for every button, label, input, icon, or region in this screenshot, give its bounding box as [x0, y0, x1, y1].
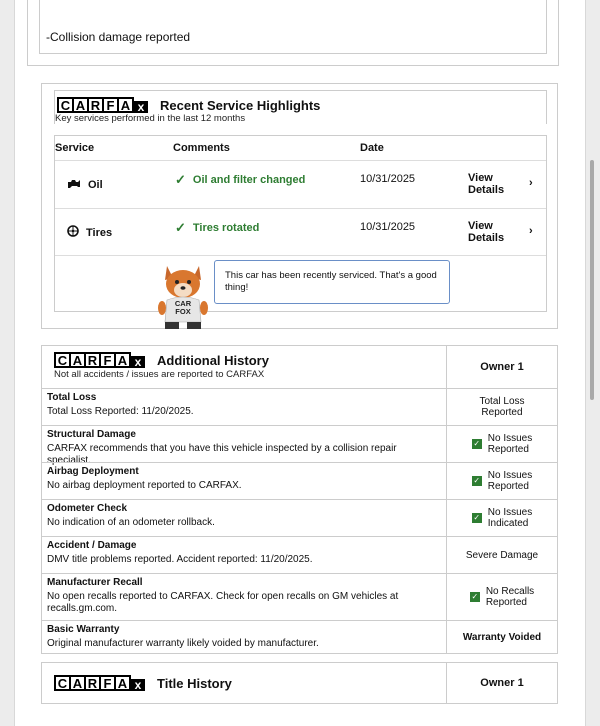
- chevron-right-icon[interactable]: ›: [529, 225, 533, 237]
- service-comment: Tires rotated: [192, 222, 260, 234]
- previous-section-inner: [39, 0, 547, 54]
- carfax-logo: C A R F A x: [54, 352, 145, 368]
- chevron-right-icon[interactable]: ›: [529, 177, 533, 189]
- carfox-mascot: [155, 260, 211, 330]
- history-row-odometer: Odometer Check No indication of an odometer rollback. ✓ No Issues Indicated: [42, 499, 557, 536]
- status-cell: Warranty Voided: [462, 632, 542, 643]
- additional-history-card: [41, 345, 558, 654]
- status-cell: ✓ No Recalls Reported: [471, 586, 535, 608]
- history-row-structural-damage: Structural Damage CARFAX recommends that you have this vehicle inspected by a collision repair specialist. ✓ No Issues Reported: [42, 425, 557, 462]
- header-comments: Comments: [173, 142, 230, 154]
- collision-damage-item: -Collision damage reported: [46, 30, 191, 44]
- header-service: Service: [55, 142, 95, 154]
- title-history-card: [41, 662, 558, 704]
- carfax-logo: C A R F A x: [57, 97, 148, 113]
- tire-icon: [67, 225, 79, 240]
- status-cell: ✓ No Issues Reported: [473, 470, 533, 492]
- status-cell: ✓ No Issues Indicated: [473, 507, 533, 529]
- owner-column-header: Owner 1: [480, 676, 524, 689]
- service-row-oil[interactable]: [55, 160, 546, 208]
- history-row-accident: Accident / Damage DMV title problems reported. Accident reported: 11/20/2025. Severe Damage: [42, 536, 557, 573]
- service-comment: Oil and filter changed: [192, 174, 306, 186]
- status-cell: ✓ No Issues Reported: [473, 433, 533, 455]
- fox-shirt-text: CAR: [174, 299, 192, 308]
- speech-bubble: This car has been recently serviced. That's a good thing!: [214, 260, 450, 304]
- owner-column-header: Owner 1: [480, 360, 524, 373]
- green-check-icon: ✓: [473, 476, 481, 485]
- previous-section: [27, 0, 559, 66]
- service-subtitle: Key services performed in the last 12 months: [55, 113, 246, 124]
- fox-shirt-text: FOX: [175, 307, 191, 316]
- green-check-icon: ✓: [473, 439, 481, 448]
- scrollbar[interactable]: [590, 160, 594, 400]
- service-name: Oil: [88, 179, 103, 191]
- title-history-title: Title History: [157, 675, 232, 691]
- check-icon: ✓: [175, 220, 186, 235]
- view-details-link[interactable]: View Details: [468, 172, 505, 196]
- history-subtitle: Not all accidents / issues are reported to CARFAX: [54, 369, 265, 380]
- history-row-warranty: Basic Warranty Original manufacturer warranty likely voided by manufacturer. Warranty Voided: [42, 620, 557, 654]
- carfax-logo: C A R F A x: [54, 675, 145, 691]
- service-date: 10/31/2025: [360, 221, 416, 233]
- carfox-message-row: [55, 255, 546, 316]
- engine-oil-icon: [67, 178, 81, 192]
- history-row-total-loss: Total Loss Total Loss Reported: 11/20/2025. Total Loss Reported: [42, 388, 557, 425]
- view-details-link[interactable]: View Details: [468, 220, 505, 244]
- service-name: Tires: [86, 226, 113, 239]
- service-highlights-card: [41, 83, 558, 329]
- service-date: 10/31/2025: [360, 173, 416, 185]
- check-icon: ✓: [175, 172, 186, 187]
- history-header: [42, 346, 557, 388]
- service-title: Recent Service Highlights: [160, 97, 321, 113]
- service-header: [54, 90, 547, 124]
- history-row-airbag: Airbag Deployment No airbag deployment reported to CARFAX. ✓ No Issues Reported: [42, 462, 557, 499]
- green-check-icon: ✓: [473, 513, 481, 522]
- status-cell: Severe Damage: [465, 549, 539, 561]
- green-check-icon: ✓: [471, 592, 479, 601]
- history-title: Additional History: [157, 352, 269, 368]
- header-date: Date: [360, 142, 384, 154]
- history-row-recall: Manufacturer Recall No open recalls reported to CARFAX. Check for open recalls on GM vehicles at recalls.gm.com. ✓ No Recalls Reported: [42, 573, 557, 620]
- service-table: [54, 135, 547, 316]
- status-cell: Total Loss Reported: [479, 396, 525, 418]
- service-row-tires[interactable]: [55, 208, 546, 255]
